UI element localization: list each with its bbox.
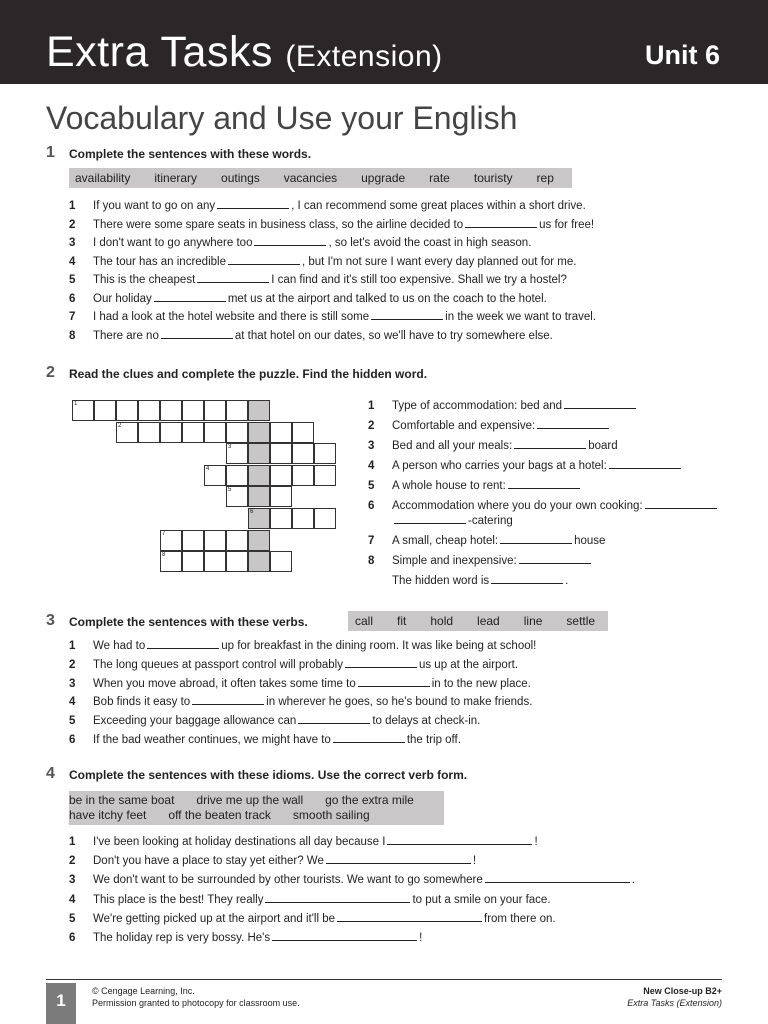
item-number: 1: [69, 640, 76, 652]
hidden-word-cell[interactable]: [248, 465, 270, 486]
item-text: the trip off.: [406, 734, 461, 746]
item-number: 6: [69, 932, 76, 944]
clue-text: -catering: [468, 515, 513, 527]
clue-text: board: [588, 440, 618, 452]
puzzle-clue: [368, 478, 582, 494]
crossword-cell[interactable]: [270, 465, 292, 486]
unit-label: Unit 6: [644, 40, 720, 70]
exercise-item: [69, 254, 576, 270]
clue-number: 8: [368, 555, 375, 567]
puzzle-clue: [368, 498, 719, 514]
task4-instruction: Complete the sentences with these idioms. Use the correct verb form.: [69, 768, 468, 782]
crossword-cell[interactable]: [226, 551, 248, 572]
cell-number: 6: [250, 509, 254, 515]
word-option: have itchy feet: [69, 808, 147, 822]
cell-number: 5: [228, 487, 232, 494]
item-text: in to the new place.: [431, 677, 531, 690]
answer-blank[interactable]: [485, 872, 630, 883]
footer-divider: [46, 979, 722, 980]
item-text: in the week we want to travel.: [445, 311, 597, 323]
task4-word-row: [69, 808, 444, 823]
item-text: Our holiday: [93, 292, 152, 305]
item-text: The tour has an incredible: [93, 255, 226, 268]
crossword-cell[interactable]: [160, 551, 182, 572]
item-text: to put a smile on your face.: [412, 893, 551, 906]
cell-number: 2: [118, 422, 122, 429]
answer-blank[interactable]: [217, 198, 289, 209]
word-option: upgrade: [361, 171, 406, 185]
item-number: 5: [69, 912, 76, 925]
crossword-cell[interactable]: [182, 400, 204, 421]
clue-number: 2: [368, 420, 375, 432]
exercise-item: [69, 272, 567, 288]
item-text: from there on.: [484, 912, 556, 925]
word-option: line: [523, 614, 543, 628]
item-number: 4: [69, 893, 76, 906]
word-option: drive me up the wall: [196, 793, 304, 807]
page-number: 1: [46, 983, 76, 1024]
crossword-cell[interactable]: [292, 443, 314, 464]
answer-blank[interactable]: [500, 533, 572, 544]
item-text: I've been looking at holiday destinations all day because I: [93, 836, 386, 848]
exercise-item: [69, 732, 461, 748]
item-text: Exceeding your baggage allowance can: [93, 715, 297, 728]
answer-blank[interactable]: [298, 713, 370, 724]
item-text: !: [472, 855, 477, 868]
crossword-cell[interactable]: [226, 486, 248, 507]
task1-instruction: Complete the sentences with these words.: [69, 147, 312, 161]
footer-right: [627, 985, 722, 1009]
section-title: Vocabulary and Use your English: [46, 100, 518, 136]
item-text: We're getting picked up at the airport and it'll be: [93, 912, 335, 925]
word-option: be in the same boat: [69, 793, 175, 807]
answer-blank[interactable]: [358, 676, 430, 687]
crossword-cell[interactable]: [270, 443, 292, 464]
word-option: rep: [536, 171, 554, 185]
crossword-cell[interactable]: [314, 465, 336, 486]
puzzle-clue: [368, 438, 618, 454]
task4-word-box: [69, 791, 444, 825]
task3-number: 3: [46, 612, 55, 629]
clue-text: Accommodation where you do your own cooking:: [392, 500, 643, 512]
item-text: If you want to go on any: [93, 200, 216, 212]
item-text: There are no: [93, 329, 159, 342]
word-option: hold: [430, 614, 454, 628]
answer-blank[interactable]: [228, 254, 300, 265]
cell-number: 7: [162, 530, 166, 537]
crossword-cell[interactable]: [160, 530, 182, 551]
answer-blank[interactable]: [192, 694, 264, 705]
exercise-item: [69, 657, 518, 673]
item-text: If the bad weather continues, we might have to: [93, 734, 331, 746]
crossword-cell[interactable]: [204, 551, 226, 572]
answer-blank[interactable]: [345, 657, 417, 668]
hidden-word-cell[interactable]: [248, 422, 270, 443]
crossword-cell[interactable]: [182, 551, 204, 572]
exercise-item: [69, 676, 531, 692]
puzzle-clue: [368, 458, 683, 474]
hidden-word-cell[interactable]: [248, 486, 270, 507]
crossword-cell[interactable]: [204, 465, 226, 486]
crossword-cell[interactable]: [204, 530, 226, 551]
word-option: settle: [566, 614, 596, 628]
cell-number: 1: [74, 401, 78, 407]
item-text: There were some spare seats in business class, so the airline decided to: [93, 218, 464, 231]
permission-text: Permission granted to photocopy for classroom use.: [92, 998, 300, 1008]
puzzle-clue: [368, 573, 568, 589]
exercise-item: [69, 198, 586, 214]
word-option: rate: [429, 171, 450, 185]
item-text: !: [534, 836, 538, 848]
crossword-cell[interactable]: [182, 530, 204, 551]
item-text: We don't want to be surrounded by other tourists. We want to go somewhere: [93, 874, 483, 887]
item-number: 7: [69, 311, 76, 323]
item-text: The holiday rep is very bossy. He's: [93, 932, 271, 944]
item-number: 3: [69, 677, 76, 690]
clue-text: Bed and all your meals:: [392, 440, 513, 452]
crossword-cell[interactable]: [292, 508, 314, 529]
word-option: go the extra mile: [325, 793, 414, 807]
crossword-cell[interactable]: [292, 422, 314, 443]
crossword-cell[interactable]: [226, 400, 248, 421]
item-text: When you move abroad, it often takes some time to: [93, 677, 356, 690]
item-text: , but I'm not sure I want every day planned out for me.: [301, 255, 577, 268]
word-option: smooth sailing: [292, 808, 370, 822]
answer-blank[interactable]: [564, 398, 636, 409]
item-number: 8: [69, 329, 76, 342]
exercise-item: [69, 892, 551, 908]
crossword-cell[interactable]: [204, 422, 226, 443]
crossword-cell[interactable]: [182, 422, 204, 443]
task3-word-box: [348, 611, 608, 631]
crossword-cell[interactable]: [270, 551, 292, 572]
item-text: us for free!: [539, 218, 595, 231]
item-number: 4: [69, 255, 76, 268]
item-number: 3: [69, 237, 76, 249]
exercise-item: [69, 291, 547, 307]
crossword-cell[interactable]: [160, 400, 182, 421]
crossword-cell[interactable]: [314, 443, 336, 464]
answer-blank[interactable]: [154, 291, 226, 302]
answer-blank[interactable]: [333, 732, 405, 743]
item-text: !: [419, 932, 423, 944]
item-text: in wherever he goes, so he's bound to make friends.: [266, 696, 533, 709]
hidden-word-cell[interactable]: [248, 443, 270, 464]
item-text: , so let's avoid the coast in high season.: [328, 237, 532, 249]
item-number: 3: [69, 874, 76, 887]
crossword-cell[interactable]: [204, 400, 226, 421]
item-number: 6: [69, 292, 76, 305]
cell-number: 8: [162, 552, 166, 559]
hidden-word-cell[interactable]: [248, 530, 270, 551]
answer-blank[interactable]: [491, 573, 563, 584]
hidden-word-cell[interactable]: [248, 508, 270, 529]
crossword-cell[interactable]: [292, 465, 314, 486]
cell-number: 3: [228, 444, 232, 451]
exercise-item: [69, 638, 536, 654]
crossword-cell[interactable]: [226, 530, 248, 551]
crossword-cell[interactable]: [226, 422, 248, 443]
answer-blank[interactable]: [337, 911, 482, 922]
item-text: , I can recommend some great places within a short drive.: [291, 200, 586, 212]
puzzle-clue: [368, 398, 638, 414]
clue-text: Type of accommodation: bed and: [392, 400, 563, 412]
hidden-word-cell[interactable]: [248, 400, 270, 421]
crossword-cell[interactable]: [270, 508, 292, 529]
item-text: .: [631, 874, 635, 887]
word-option: vacancies: [283, 171, 338, 185]
clue-text: A whole house to rent:: [392, 480, 506, 492]
crossword-cell[interactable]: [138, 422, 160, 443]
item-number: 5: [69, 715, 76, 728]
clue-text: A small, cheap hotel:: [392, 535, 499, 547]
item-text: Don't you have a place to stay yet either? We: [93, 855, 324, 868]
answer-blank[interactable]: [394, 513, 466, 524]
exercise-item: [69, 217, 594, 233]
clue-text: Comfortable and expensive:: [392, 420, 536, 432]
item-text: met us at the airport and talked to us on the coach to the hotel.: [227, 292, 547, 305]
task4-number: 4: [46, 765, 55, 782]
item-text: We had to: [93, 640, 146, 652]
hidden-word-cell[interactable]: [248, 551, 270, 572]
cell-number: 4: [206, 465, 210, 472]
exercise-item: [69, 930, 422, 946]
exercise-item: [69, 853, 476, 869]
answer-blank[interactable]: [645, 498, 717, 509]
crossword-cell[interactable]: [116, 400, 138, 421]
answer-blank[interactable]: [514, 438, 586, 449]
answer-blank[interactable]: [326, 853, 471, 864]
footer-left: [92, 985, 300, 1009]
task1-number: 1: [46, 144, 55, 161]
book-subtitle: Extra Tasks (Extension): [627, 998, 722, 1008]
answer-blank[interactable]: [609, 458, 681, 469]
crossword-cell[interactable]: [94, 400, 116, 421]
item-text: This is the cheapest: [93, 274, 196, 286]
clue-number: 4: [368, 460, 375, 472]
item-text: Bob finds it easy to: [93, 696, 191, 709]
crossword-cell[interactable]: [72, 400, 94, 421]
page-header: [0, 0, 768, 84]
item-text: I don't want to go anywhere too: [93, 237, 253, 249]
exercise-item: [69, 713, 480, 729]
item-number: 2: [69, 855, 76, 868]
copyright-text: © Cengage Learning, Inc.: [92, 986, 195, 996]
header-title: [46, 28, 443, 81]
answer-blank[interactable]: [371, 309, 443, 320]
answer-blank[interactable]: [147, 638, 219, 649]
item-number: 2: [69, 658, 76, 671]
exercise-item: [69, 872, 635, 888]
crossword-cell[interactable]: [160, 422, 182, 443]
answer-blank[interactable]: [519, 553, 591, 564]
answer-blank[interactable]: [265, 892, 410, 903]
clue-number: 6: [368, 500, 375, 512]
answer-blank[interactable]: [465, 217, 537, 228]
exercise-item: [69, 235, 531, 251]
answer-blank[interactable]: [387, 834, 532, 845]
item-text: This place is the best! They really: [93, 893, 264, 906]
word-option: itinerary: [154, 171, 198, 185]
clue-text: The hidden word is: [392, 575, 490, 587]
crossword-cell[interactable]: [226, 465, 248, 486]
book-title: New Close-up B2+: [643, 986, 722, 996]
clue-number: 1: [368, 400, 375, 412]
answer-blank[interactable]: [161, 328, 233, 339]
crossword-cell[interactable]: [116, 422, 138, 443]
task4-word-row: [69, 793, 444, 808]
crossword-cell[interactable]: [226, 443, 248, 464]
clue-number: 3: [368, 440, 375, 452]
answer-blank[interactable]: [197, 272, 269, 283]
word-option: availability: [75, 171, 131, 185]
header-title-ext: (Extension): [285, 40, 443, 73]
word-option: touristy: [473, 171, 513, 185]
answer-blank[interactable]: [272, 930, 417, 941]
word-option: call: [355, 614, 374, 628]
item-number: 1: [69, 836, 76, 848]
word-option: fit: [397, 614, 407, 628]
clue-number: 7: [368, 535, 375, 547]
clue-text: .: [565, 575, 569, 587]
item-number: 6: [69, 734, 76, 746]
answer-blank[interactable]: [508, 478, 580, 489]
puzzle-clue: [368, 533, 605, 549]
clue-text: house: [574, 535, 606, 547]
answer-blank[interactable]: [537, 418, 609, 429]
item-text: The long queues at passport control will probably: [93, 658, 343, 671]
task1-word-box: [69, 168, 572, 188]
item-number: 4: [69, 696, 76, 709]
puzzle-clue: [368, 553, 593, 569]
answer-blank[interactable]: [254, 235, 326, 246]
exercise-item: [69, 834, 538, 850]
item-number: 1: [69, 200, 76, 212]
exercise-item: [69, 911, 556, 927]
exercise-item: [69, 309, 596, 325]
header-title-main: Extra Tasks: [46, 28, 273, 76]
crossword-cell[interactable]: [270, 422, 292, 443]
item-text: to delays at check-in.: [372, 715, 481, 728]
puzzle-clue: [368, 513, 513, 529]
item-number: 5: [69, 274, 76, 286]
crossword-cell[interactable]: [138, 400, 160, 421]
clue-number: 5: [368, 480, 375, 492]
exercise-item: [69, 694, 532, 710]
item-text: up for breakfast in the dining room. It was like being at school!: [221, 640, 537, 652]
item-number: 2: [69, 218, 76, 231]
task2-number: 2: [46, 364, 55, 381]
item-text: at that hotel on our dates, so we'll have to try somewhere else.: [234, 329, 553, 342]
word-option: lead: [477, 614, 500, 628]
clue-text: A person who carries your bags at a hotel:: [392, 460, 607, 472]
task3-instruction: Complete the sentences with these verbs.: [69, 615, 308, 629]
clue-text: Simple and inexpensive:: [392, 555, 517, 567]
item-text: us up at the airport.: [418, 658, 519, 671]
word-option: off the beaten track: [168, 808, 271, 822]
item-text: I can find and it's still too expensive. Shall we try a hostel?: [271, 274, 567, 286]
item-text: I had a look at the hotel website and there is still some: [93, 311, 370, 323]
task2-instruction: Read the clues and complete the puzzle. Find the hidden word.: [69, 367, 428, 381]
word-option: outings: [221, 171, 260, 185]
crossword-cell[interactable]: [314, 508, 336, 529]
exercise-item: [69, 328, 553, 344]
crossword-cell[interactable]: [270, 486, 292, 507]
puzzle-clue: [368, 418, 611, 434]
